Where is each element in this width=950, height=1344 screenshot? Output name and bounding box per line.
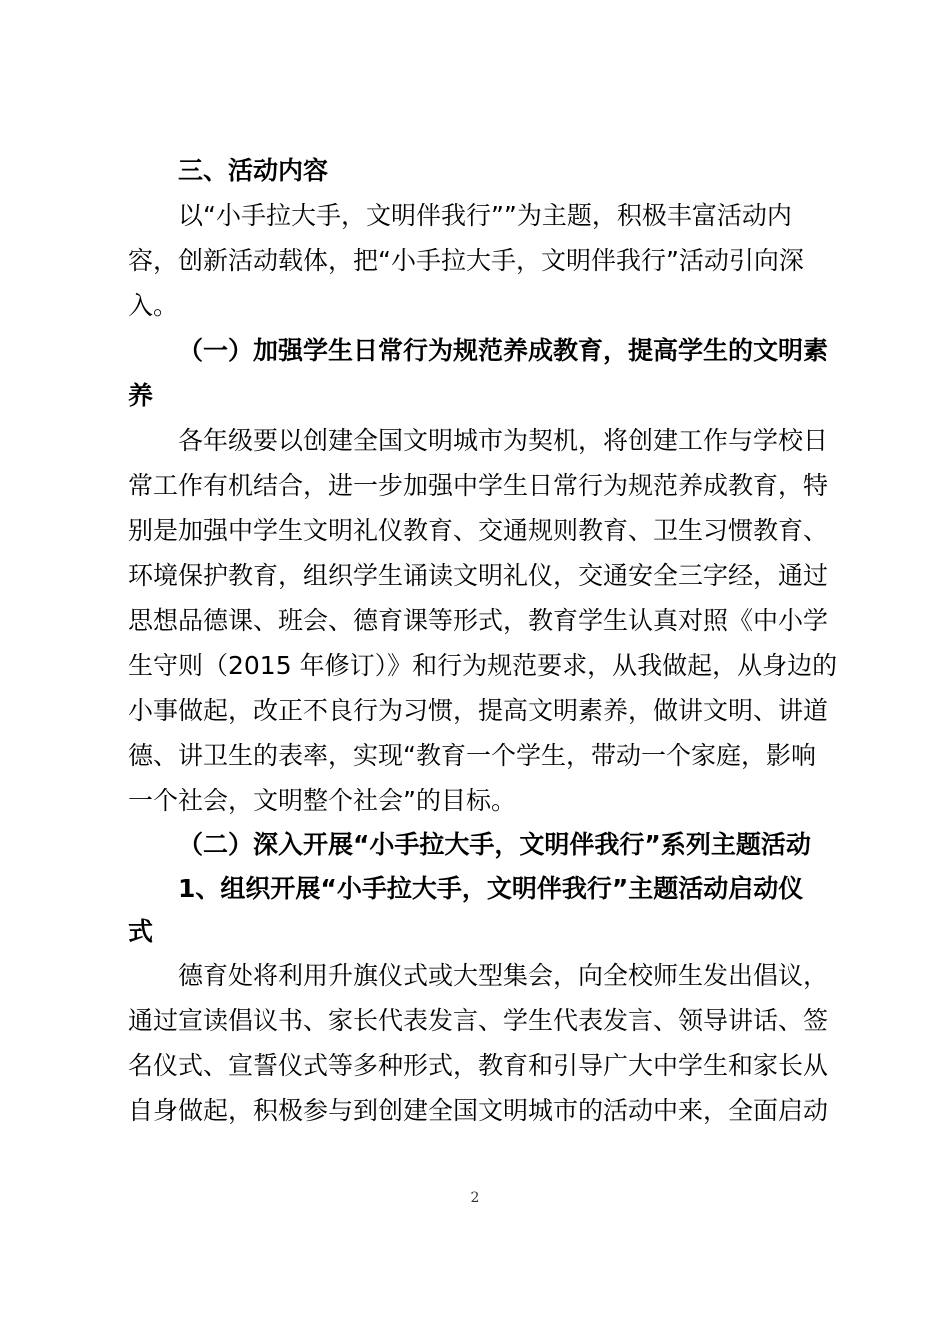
- subheading-2: （二）深入开展“小手拉大手，文明伴我行”系列主题活动: [178, 830, 811, 859]
- paragraph-1-line-2: 常工作有机结合，进一步加强中学生日常行为规范养成教育，特: [128, 471, 829, 500]
- paragraph-1-line-1: 各年级要以创建全国文明城市为契机，将创建工作与学校日: [178, 426, 829, 455]
- intro-line-2: 容，创新活动载体，把“小手拉大手，文明伴我行”活动引向深: [128, 246, 804, 275]
- paragraph-1-line-8: 德、讲卫生的表率，实现“教育一个学生，带动一个家庭，影响: [128, 741, 816, 770]
- paragraph-2-line-4: 自身做起，积极参与到创建全国文明城市的活动中来，全面启动: [128, 1096, 829, 1125]
- paragraph-1-line-5: 思想品德课、班会、德育课等形式，教育学生认真对照《中小学: [128, 606, 829, 635]
- paragraph-1-line-4: 环境保护教育，组织学生诵读文明礼仪，交通安全三字经，通过: [128, 561, 829, 590]
- page-number: 2: [470, 1190, 480, 1206]
- paragraph-1-line-9: 一个社会，文明整个社会”的目标。: [128, 786, 516, 815]
- intro-line-1: 以“小手拉大手，文明伴我行””为主题，积极丰富活动内: [178, 201, 792, 230]
- paragraph-2-line-3: 名仪式、宣誓仪式等多种形式，教育和引导广大中学生和家长从: [128, 1051, 829, 1080]
- paragraph-1-line-7: 小事做起，改正不良行为习惯，提高文明素养，做讲文明、讲道: [128, 696, 829, 725]
- subheading-1-line-2: 养: [128, 381, 154, 410]
- subheading-2-1-line-2: 式: [128, 917, 154, 946]
- subheading-1-line-1: （一）加强学生日常行为规范养成教育，提高学生的文明素: [178, 336, 829, 365]
- paragraph-2-line-2: 通过宣读倡议书、家长代表发言、学生代表发言、领导讲话、签: [128, 1006, 829, 1035]
- paragraph-1-line-3: 别是加强中学生文明礼仪教育、交通规则教育、卫生习惯教育、: [128, 516, 829, 545]
- paragraph-1-line-6: 生守则（2015 年修订）》和行为规范要求，从我做起，从身边的: [128, 651, 838, 680]
- intro-line-3: 入。: [128, 291, 179, 320]
- paragraph-2-line-1: 德育处将利用升旗仪式或大型集会，向全校师生发出倡议，: [178, 961, 829, 990]
- section-heading: 三、活动内容: [178, 156, 329, 185]
- subheading-2-1-line-1: 1、组织开展“小手拉大手，文明伴我行”主题活动启动仪: [178, 874, 804, 903]
